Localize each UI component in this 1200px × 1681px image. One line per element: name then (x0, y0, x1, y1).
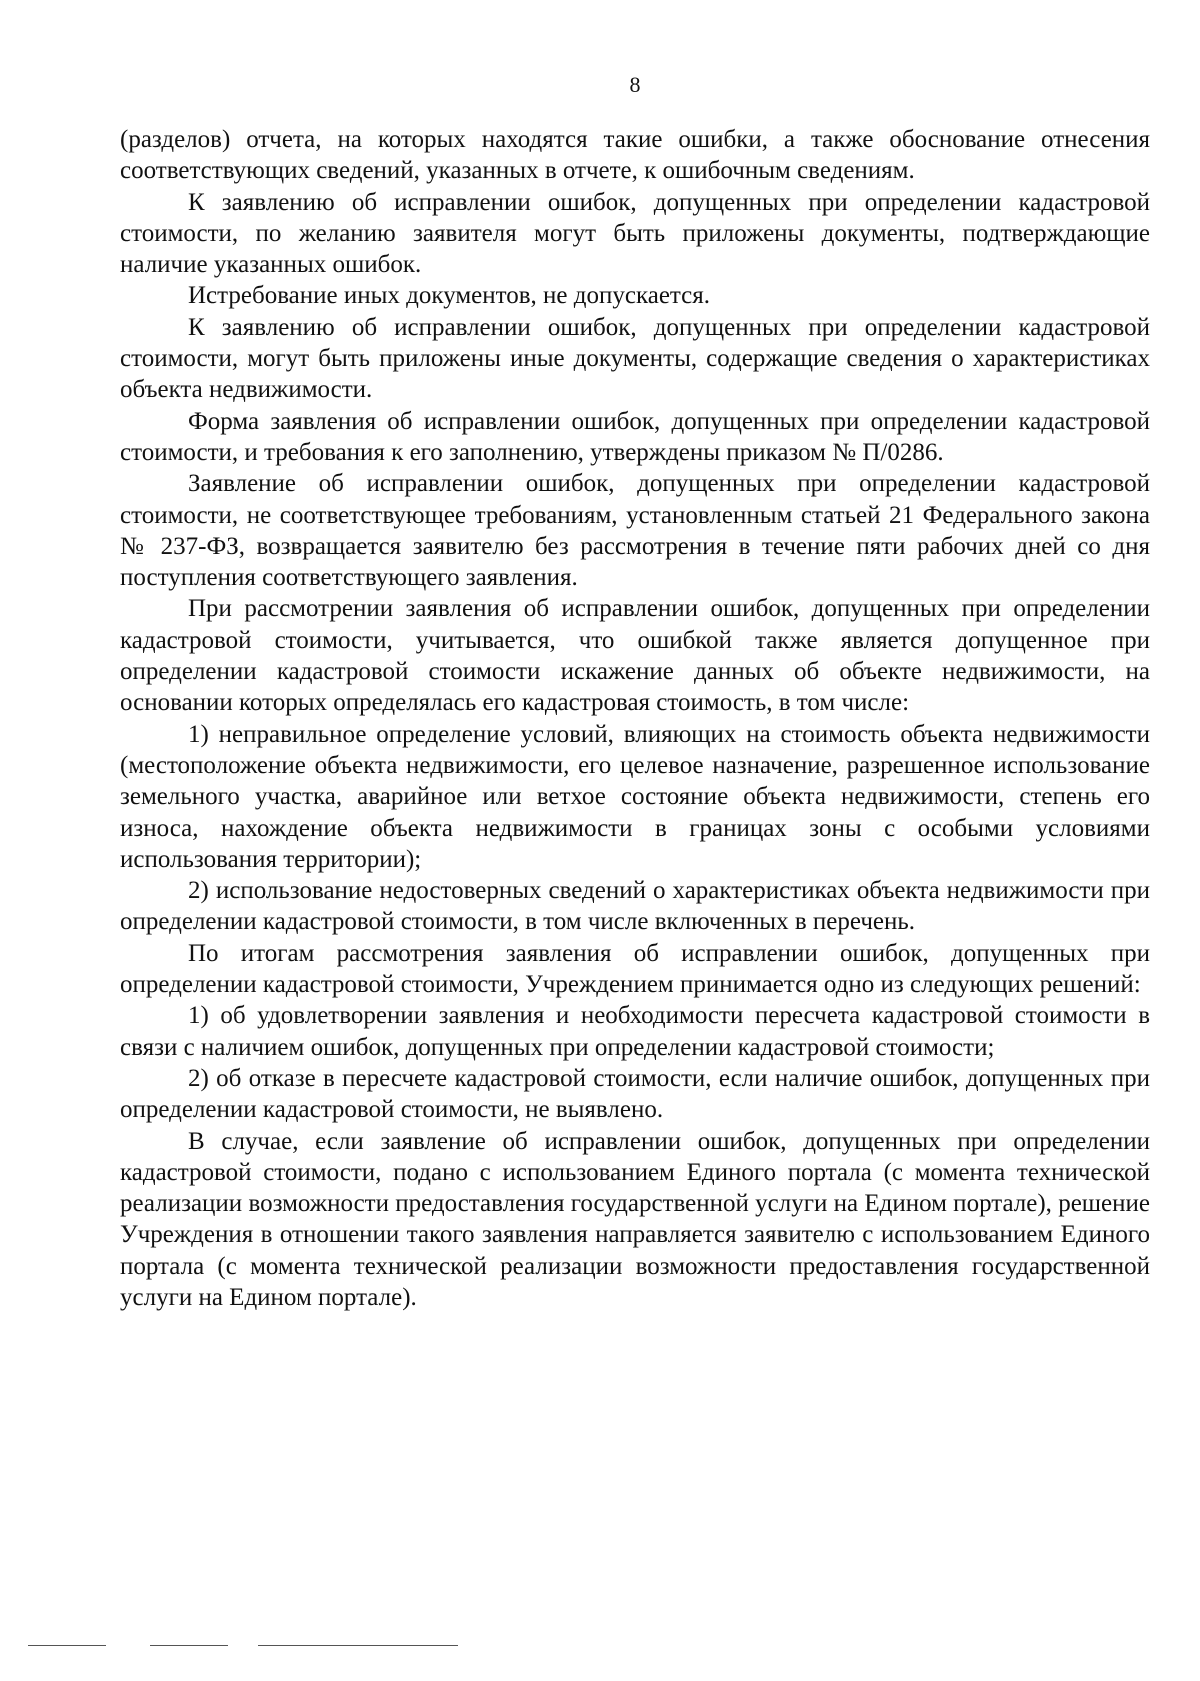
footer-divider-2 (150, 1645, 228, 1646)
paragraph-4: К заявлению об исправлении ошибок, допущенных при определении кадастровой стоимости, могут быть приложены иные документы, содержащие сведения о характеристиках объекта недвижимости. (120, 313, 1150, 404)
list-item-1: 1) неправильное определение условий, влияющих на стоимость объекта недвижимости (местоположение объекта недвижимости, его целевое назначение, разрешенное использование земельного участка, аварийное или ветхое состояние объекта недвижимости, степень его износа, нахождение объекта недвижимости в границах зоны с особыми условиями использования территории); (120, 720, 1150, 873)
decision-item-2: 2) об отказе в пересчете кадастровой стоимости, если наличие ошибок, допущенных при определении кадастровой стоимости, не выявлено. (120, 1064, 1150, 1124)
list-item-2: 2) использование недостоверных сведений о характеристиках объекта недвижимости при определении кадастровой стоимости, в том числе включенных в перечень. (120, 877, 1150, 936)
paragraph-6: Заявление об исправлении ошибок, допущенных при определении кадастровой стоимости, не соответствующее требованиям, установленным статьей 21 Федерального закона № 237-ФЗ, возвращается заявителю без рассмотрения в течение пяти рабочих дней со дня поступления соответствующего заявления. (120, 470, 1150, 592)
footer-divider-1 (28, 1645, 106, 1646)
page-number: 8 (629, 72, 641, 97)
paragraph-9: В случае, если заявление об исправлении ошибок, допущенных при определении кадастровой стоимости, подано с использованием Единого портала (с момента технической реализации возможности предоставления государственной услуги на Едином портале), решение Учреждения в отношении такого заявления направляется заявителю с использованием Единого портала (с момента технической реализации возможности предоставления государственной услуги на Едином портале). (120, 1127, 1150, 1311)
paragraph-5: Форма заявления об исправлении ошибок, допущенных при определении кадастровой стоимости, и требования к его заполнению, утверждены приказом № П/0286. (120, 407, 1150, 466)
footer-divider-3 (258, 1645, 458, 1646)
paragraph-8: По итогам рассмотрения заявления об исправлении ошибок, допущенных при определении кадастровой стоимости, Учреждением принимается одно из следующих решений: (120, 939, 1150, 999)
document-body (120, 124, 1150, 1313)
paragraph-1: (разделов) отчета, на которых находятся такие ошибки, а также обоснование отнесения соответствующих сведений, указанных в отчете, к ошибочным сведениям. (120, 126, 1150, 185)
paragraph-7: При рассмотрении заявления об исправлении ошибок, допущенных при определении кадастровой стоимости, учитывается, что ошибкой также является допущенное при определении кадастровой стоимости искажение данных об объекте недвижимости, на основании которых определялась его кадастровая стоимость, в том числе: (120, 595, 1150, 717)
paragraph-3: Истребование иных документов, не допускается. (188, 282, 711, 310)
paragraph-2: К заявлению об исправлении ошибок, допущенных при определении кадастровой стоимости, по желанию заявителя могут быть приложены документы, подтверждающие наличие указанных ошибок. (120, 188, 1150, 279)
decision-item-1: 1) об удовлетворении заявления и необходимости пересчета кадастровой стоимости в связи с наличием ошибок, допущенных при определении кадастровой стоимости; (120, 1002, 1150, 1061)
